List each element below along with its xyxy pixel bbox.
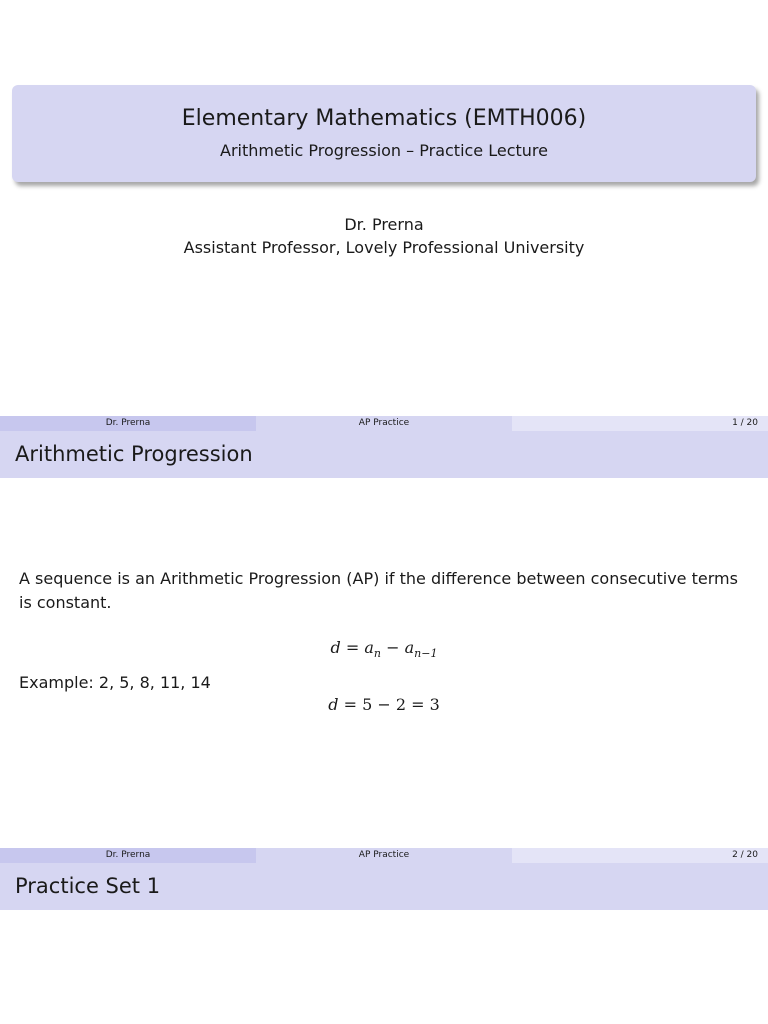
formula-a-term-prev: a [404, 638, 415, 657]
author-name: Dr. Prerna [344, 215, 424, 234]
frame-title-bar-2 [0, 431, 768, 478]
example-calculation [0, 694, 768, 716]
frame-title: Practice Set 1 [15, 874, 161, 898]
author-block [0, 213, 768, 259]
formula-sub-n: n [373, 647, 382, 661]
slide-footer-1 [0, 416, 768, 431]
difference-formula [0, 637, 768, 665]
example-calc-rhs: = 5 − 2 = 3 [343, 695, 440, 714]
frame-title-bar-3 [0, 863, 768, 910]
title-block [12, 85, 756, 182]
example-text: Example: 2, 5, 8, 11, 14 [19, 673, 211, 692]
presentation-subtitle: Arithmetic Progression – Practice Lecture [220, 141, 548, 160]
footer-author: Dr. Prerna [0, 848, 256, 863]
formula-sub-n-minus-1: n−1 [414, 647, 438, 661]
footer-short-title: AP Practice [256, 848, 512, 863]
footer-page-number: 2 / 20 [512, 848, 768, 863]
definition-text: A sequence is an Arithmetic Progression (AP) if the difference between consecutive terms is constant. [19, 569, 738, 612]
presentation-title: Elementary Mathematics (EMTH006) [181, 106, 587, 131]
footer-author: Dr. Prerna [0, 416, 256, 431]
formula-equals: = [345, 638, 360, 657]
formula-lhs: d [330, 638, 341, 657]
formula-a-term: a [364, 638, 374, 657]
author-affiliation: Assistant Professor, Lovely Professional University [183, 238, 585, 257]
example-calc-lhs: d [328, 695, 339, 714]
slide-footer-2 [0, 848, 768, 863]
footer-page-number: 1 / 20 [512, 416, 768, 431]
footer-short-title: AP Practice [256, 416, 512, 431]
formula-minus: − [386, 638, 400, 657]
frame-title: Arithmetic Progression [15, 442, 253, 466]
